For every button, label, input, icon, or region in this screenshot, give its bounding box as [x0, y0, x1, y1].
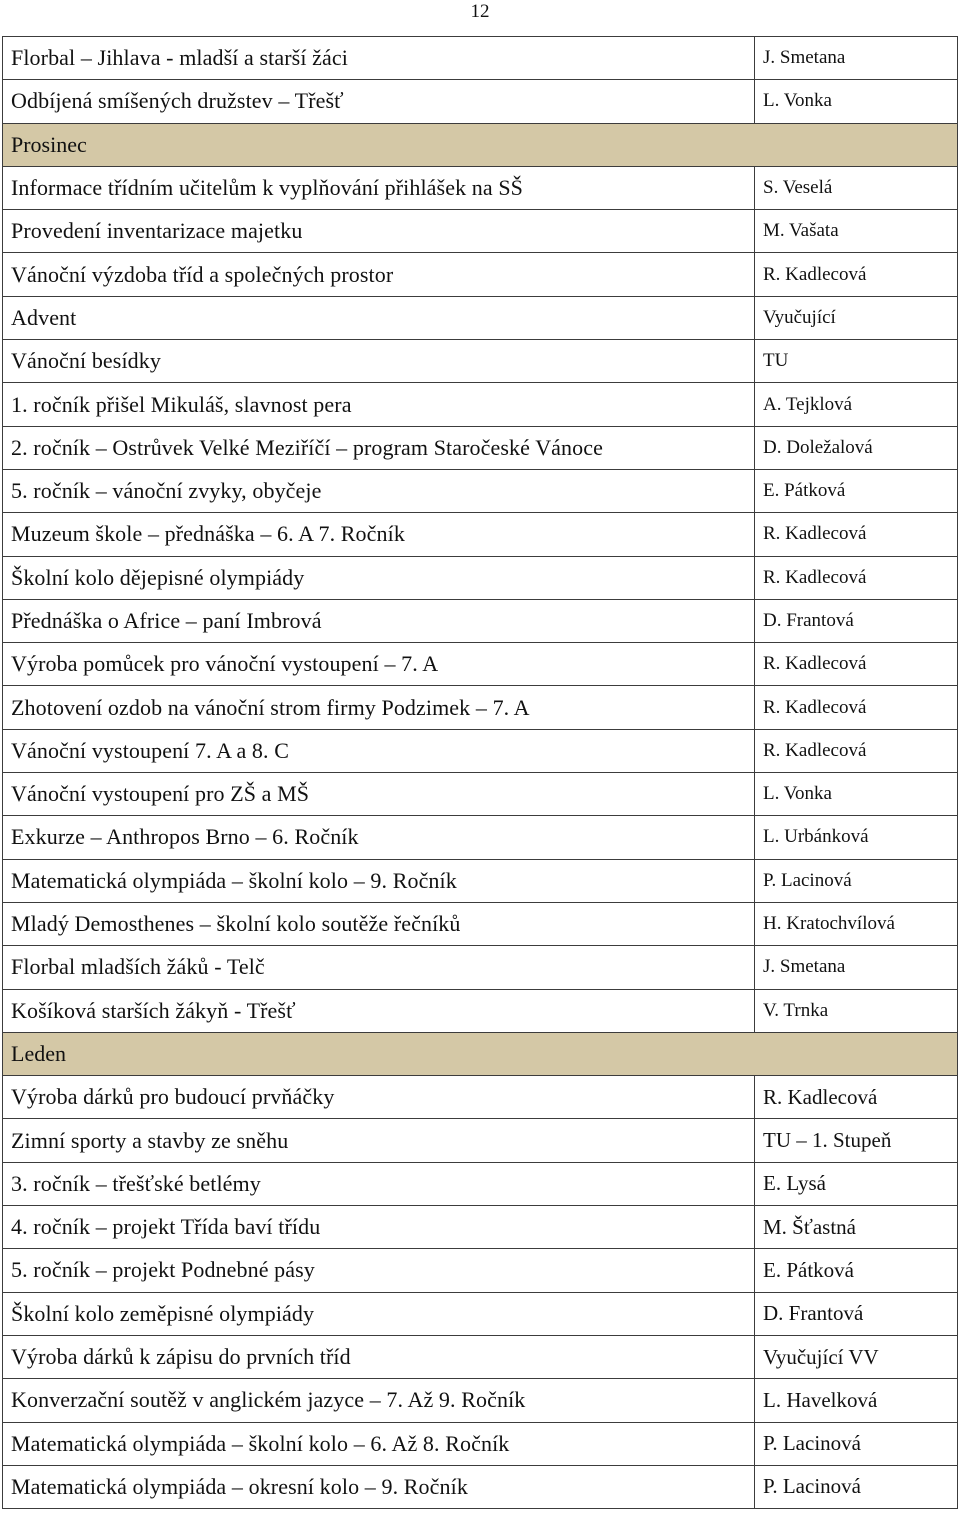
responsible-person-cell: M. Vašata: [755, 210, 958, 253]
table-row: [3, 599, 958, 642]
table-row: [3, 1249, 958, 1292]
responsible-person-cell: S. Veselá: [755, 166, 958, 209]
responsible-person-cell: D. Doležalová: [755, 426, 958, 469]
activity-cell: 5. ročník – vánoční zvyky, obyčeje: [3, 469, 755, 512]
activity-cell: Odbíjená smíšených družstev – Třešť: [3, 80, 755, 123]
activity-cell: Zhotovení ozdob na vánoční strom firmy Podzimek – 7. A: [3, 686, 755, 729]
activity-plan-table: [2, 36, 958, 1509]
activity-cell: Přednáška o Africe – paní Imbrová: [3, 599, 755, 642]
activity-cell: Matematická olympiáda – školní kolo – 9. Ročník: [3, 859, 755, 902]
activity-cell: Školní kolo dějepisné olympiády: [3, 556, 755, 599]
table-row: [3, 816, 958, 859]
activity-cell: 4. ročník – projekt Třída baví třídu: [3, 1206, 755, 1249]
table-row: [3, 1379, 958, 1422]
table-row: [3, 1465, 958, 1508]
activity-plan-body: [3, 37, 958, 1509]
responsible-person-cell: V. Trnka: [755, 989, 958, 1032]
responsible-person-cell: J. Smetana: [755, 946, 958, 989]
responsible-person-cell: E. Pátková: [755, 469, 958, 512]
table-row: [3, 426, 958, 469]
responsible-person-cell: L. Vonka: [755, 773, 958, 816]
responsible-person-cell: L. Urbánková: [755, 816, 958, 859]
table-row: [3, 1206, 958, 1249]
table-row: [3, 1076, 958, 1119]
responsible-person-cell: Vyučující VV: [755, 1335, 958, 1378]
table-row: [3, 166, 958, 209]
activity-cell: Vánoční besídky: [3, 340, 755, 383]
responsible-person-cell: R. Kadlecová: [755, 686, 958, 729]
activity-cell: 3. ročník – třešťské betlémy: [3, 1162, 755, 1205]
activity-cell: 5. ročník – projekt Podnebné pásy: [3, 1249, 755, 1292]
table-row: [3, 1292, 958, 1335]
table-row: [3, 469, 958, 512]
activity-cell: Informace třídním učitelům k vyplňování přihlášek na SŠ: [3, 166, 755, 209]
table-row: [3, 946, 958, 989]
activity-cell: Výroba pomůcek pro vánoční vystoupení – 7. A: [3, 643, 755, 686]
responsible-person-cell: A. Tejklová: [755, 383, 958, 426]
responsible-person-cell: M. Šťastná: [755, 1206, 958, 1249]
month-header-row: [3, 1032, 958, 1075]
table-row: [3, 383, 958, 426]
table-row: [3, 1162, 958, 1205]
activity-cell: Provedení inventarizace majetku: [3, 210, 755, 253]
table-row: [3, 902, 958, 945]
responsible-person-cell: P. Lacinová: [755, 859, 958, 902]
table-row: [3, 1422, 958, 1465]
responsible-person-cell: J. Smetana: [755, 37, 958, 80]
responsible-person-cell: L. Vonka: [755, 80, 958, 123]
activity-cell: Výroba dárků pro budoucí prvňáčky: [3, 1076, 755, 1119]
table-row: [3, 773, 958, 816]
activity-cell: Mladý Demosthenes – školní kolo soutěže řečníků: [3, 902, 755, 945]
responsible-person-cell: Vyučující: [755, 296, 958, 339]
responsible-person-cell: D. Frantová: [755, 599, 958, 642]
responsible-person-cell: R. Kadlecová: [755, 643, 958, 686]
activity-cell: 1. ročník přišel Mikuláš, slavnost pera: [3, 383, 755, 426]
activity-cell: Konverzační soutěž v anglickém jazyce – 7. Až 9. Ročník: [3, 1379, 755, 1422]
activity-cell: Vánoční vystoupení 7. A a 8. C: [3, 729, 755, 772]
responsible-person-cell: H. Kratochvílová: [755, 902, 958, 945]
table-row: [3, 859, 958, 902]
table-row: [3, 37, 958, 80]
activity-cell: Exkurze – Anthropos Brno – 6. Ročník: [3, 816, 755, 859]
activity-cell: Zimní sporty a stavby ze sněhu: [3, 1119, 755, 1162]
activity-cell: Muzeum škole – přednáška – 6. A 7. Ročník: [3, 513, 755, 556]
activity-cell: Florbal mladších žáků - Telč: [3, 946, 755, 989]
activity-cell: Košíková starších žákyň - Třešť: [3, 989, 755, 1032]
responsible-person-cell: R. Kadlecová: [755, 513, 958, 556]
activity-cell: Matematická olympiáda – školní kolo – 6. Až 8. Ročník: [3, 1422, 755, 1465]
table-row: [3, 80, 958, 123]
activity-cell: Vánoční vystoupení pro ZŠ a MŠ: [3, 773, 755, 816]
table-row: [3, 210, 958, 253]
table-row: [3, 556, 958, 599]
responsible-person-cell: E. Lysá: [755, 1162, 958, 1205]
responsible-person-cell: TU: [755, 340, 958, 383]
month-header-row: [3, 123, 958, 166]
activity-cell: Florbal – Jihlava - mladší a starší žáci: [3, 37, 755, 80]
month-header: Prosinec: [3, 123, 958, 166]
responsible-person-cell: R. Kadlecová: [755, 729, 958, 772]
activity-cell: Matematická olympiáda – okresní kolo – 9. Ročník: [3, 1465, 755, 1508]
table-row: [3, 513, 958, 556]
table-row: [3, 643, 958, 686]
responsible-person-cell: TU – 1. Stupeň: [755, 1119, 958, 1162]
activity-cell: 2. ročník – Ostrůvek Velké Meziříčí – program Staročeské Vánoce: [3, 426, 755, 469]
responsible-person-cell: R. Kadlecová: [755, 253, 958, 296]
table-row: [3, 340, 958, 383]
responsible-person-cell: D. Frantová: [755, 1292, 958, 1335]
table-row: [3, 1335, 958, 1378]
table-row: [3, 253, 958, 296]
responsible-person-cell: P. Lacinová: [755, 1422, 958, 1465]
responsible-person-cell: E. Pátková: [755, 1249, 958, 1292]
table-row: [3, 729, 958, 772]
responsible-person-cell: R. Kadlecová: [755, 1076, 958, 1119]
responsible-person-cell: L. Havelková: [755, 1379, 958, 1422]
responsible-person-cell: P. Lacinová: [755, 1465, 958, 1508]
activity-cell: Advent: [3, 296, 755, 339]
month-header: Leden: [3, 1032, 958, 1075]
activity-cell: Školní kolo zeměpisné olympiády: [3, 1292, 755, 1335]
page-number: 12: [470, 1, 490, 22]
activity-cell: Vánoční výzdoba tříd a společných prostor: [3, 253, 755, 296]
table-row: [3, 1119, 958, 1162]
responsible-person-cell: R. Kadlecová: [755, 556, 958, 599]
table-row: [3, 686, 958, 729]
table-row: [3, 989, 958, 1032]
table-row: [3, 296, 958, 339]
activity-cell: Výroba dárků k zápisu do prvních tříd: [3, 1335, 755, 1378]
